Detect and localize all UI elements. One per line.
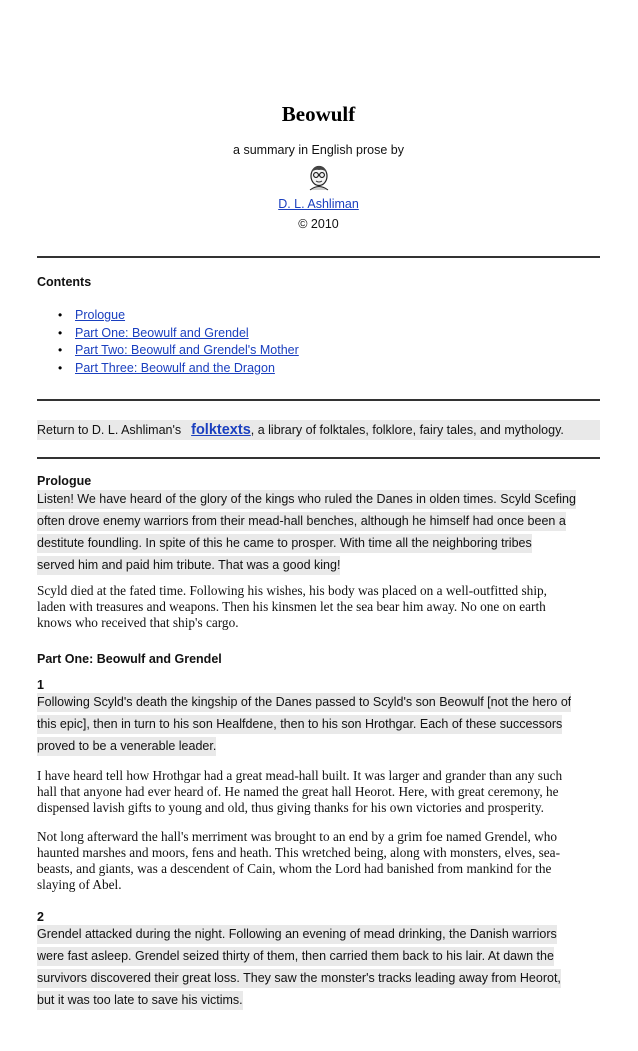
subtitle: a summary in English prose by bbox=[233, 143, 404, 157]
toc-link-prologue[interactable]: Prologue bbox=[75, 308, 126, 322]
return-line bbox=[37, 420, 600, 440]
toc-item-prologue bbox=[37, 307, 299, 325]
text-line: Listen! We have heard of the glory of the kings who ruled the Danes in olden times. Scyld Scefing bbox=[37, 490, 576, 509]
toc-link-part-one[interactable]: Part One: Beowulf and Grendel bbox=[75, 325, 249, 340]
text-line: destitute foundling. In spite of this he came to prosper. With time all the neighboring tribes bbox=[37, 534, 532, 553]
text-line: Grendel attacked during the night. Following an evening of mead drinking, the Danish warriors bbox=[37, 925, 557, 944]
prologue-highlight-paragraph bbox=[37, 490, 600, 578]
text-line: Following Scyld's death the kingship of the Danes passed to Scyld's son Beowulf [not the hero of bbox=[37, 693, 571, 712]
text-line: Scyld died at the fated time. Following his wishes, his body was placed on a well-outfitted ship, bbox=[37, 583, 548, 598]
text-line: often drove enemy warriors from their mead-hall benches, although he himself had once been a bbox=[37, 512, 566, 531]
text-line: this epic], then in turn to his son Healfdene, then to his son Hrothgar. Each of these successors bbox=[37, 715, 562, 734]
toc-item-part-three bbox=[37, 360, 299, 378]
toc-item-part-two bbox=[37, 342, 299, 360]
text-line: slaying of Abel. bbox=[37, 877, 122, 892]
toc-link-part-three[interactable]: Part Three: Beowulf and the Dragon bbox=[75, 360, 275, 375]
text-line: dispensed lavish gifts to young and old, thus giving thanks for his own victories and prosperity. bbox=[37, 800, 544, 815]
author-line bbox=[37, 197, 600, 211]
part-one-heading: Part One: Beowulf and Grendel bbox=[37, 652, 222, 666]
prologue-heading: Prologue bbox=[37, 474, 92, 488]
folktexts-link[interactable]: folktexts bbox=[191, 422, 251, 438]
section-2-highlight-paragraph bbox=[37, 925, 600, 1013]
text-line: laden with treasures and weapons. Then his kinsmen let the sea bear him away. No one on earth bbox=[37, 599, 546, 614]
section-number-2: 2 bbox=[37, 910, 44, 924]
text-line: served him and paid him tribute. That was a good king! bbox=[37, 556, 340, 575]
copyright: © 2010 bbox=[298, 217, 339, 231]
text-line: hall that anyone had ever heard of. He named the great hall Heorot. Here, with great ceremony, he bbox=[37, 784, 559, 799]
text-line: survivors discovered their great loss. They saw the monster's tracks leading away from Heorot, bbox=[37, 969, 561, 988]
table-of-contents bbox=[37, 307, 299, 377]
divider bbox=[37, 457, 600, 459]
toc-link-part-two[interactable]: Part Two: Beowulf and Grendel's Mother bbox=[75, 343, 299, 357]
part-one-paragraph-2 bbox=[37, 768, 600, 816]
text-line: beasts, and giants, was a descendent of Cain, whom the Lord had banished from mankind for the bbox=[37, 861, 552, 876]
text-line: I have heard tell how Hrothgar had a great mead-hall built. It was larger and grander than any such bbox=[37, 768, 563, 783]
text-line: knows who received that ship's cargo. bbox=[37, 615, 239, 630]
text-line: Not long afterward the hall's merriment was brought to an end by a grim foe named Grendel, who bbox=[37, 829, 558, 844]
contents-heading: Contents bbox=[37, 275, 92, 289]
section-1-highlight-paragraph bbox=[37, 693, 600, 759]
text-line: haunted marshes and moors, fens and heath. This wretched being, along with monsters, elves, sea- bbox=[37, 845, 560, 860]
author-portrait-icon bbox=[305, 163, 333, 191]
text-line: were fast asleep. Grendel seized thirty of them, then carried them back to his lair. At dawn the bbox=[37, 947, 554, 966]
text-line: proved to be a venerable leader. bbox=[37, 737, 216, 756]
page-title: Beowulf bbox=[281, 102, 356, 126]
text-line: but it was too late to save his victims. bbox=[37, 991, 243, 1010]
return-prefix: Return to D. L. Ashliman's bbox=[37, 423, 182, 437]
prologue-paragraph bbox=[37, 583, 600, 631]
author-link[interactable]: D. L. Ashliman bbox=[278, 197, 359, 211]
return-suffix: , a library of folktales, folklore, fairy tales, and mythology. bbox=[250, 423, 564, 437]
divider bbox=[37, 399, 600, 401]
toc-item-part-one bbox=[37, 325, 299, 343]
section-number-1: 1 bbox=[37, 678, 44, 692]
part-one-paragraph-3 bbox=[37, 829, 600, 893]
divider bbox=[37, 256, 600, 258]
